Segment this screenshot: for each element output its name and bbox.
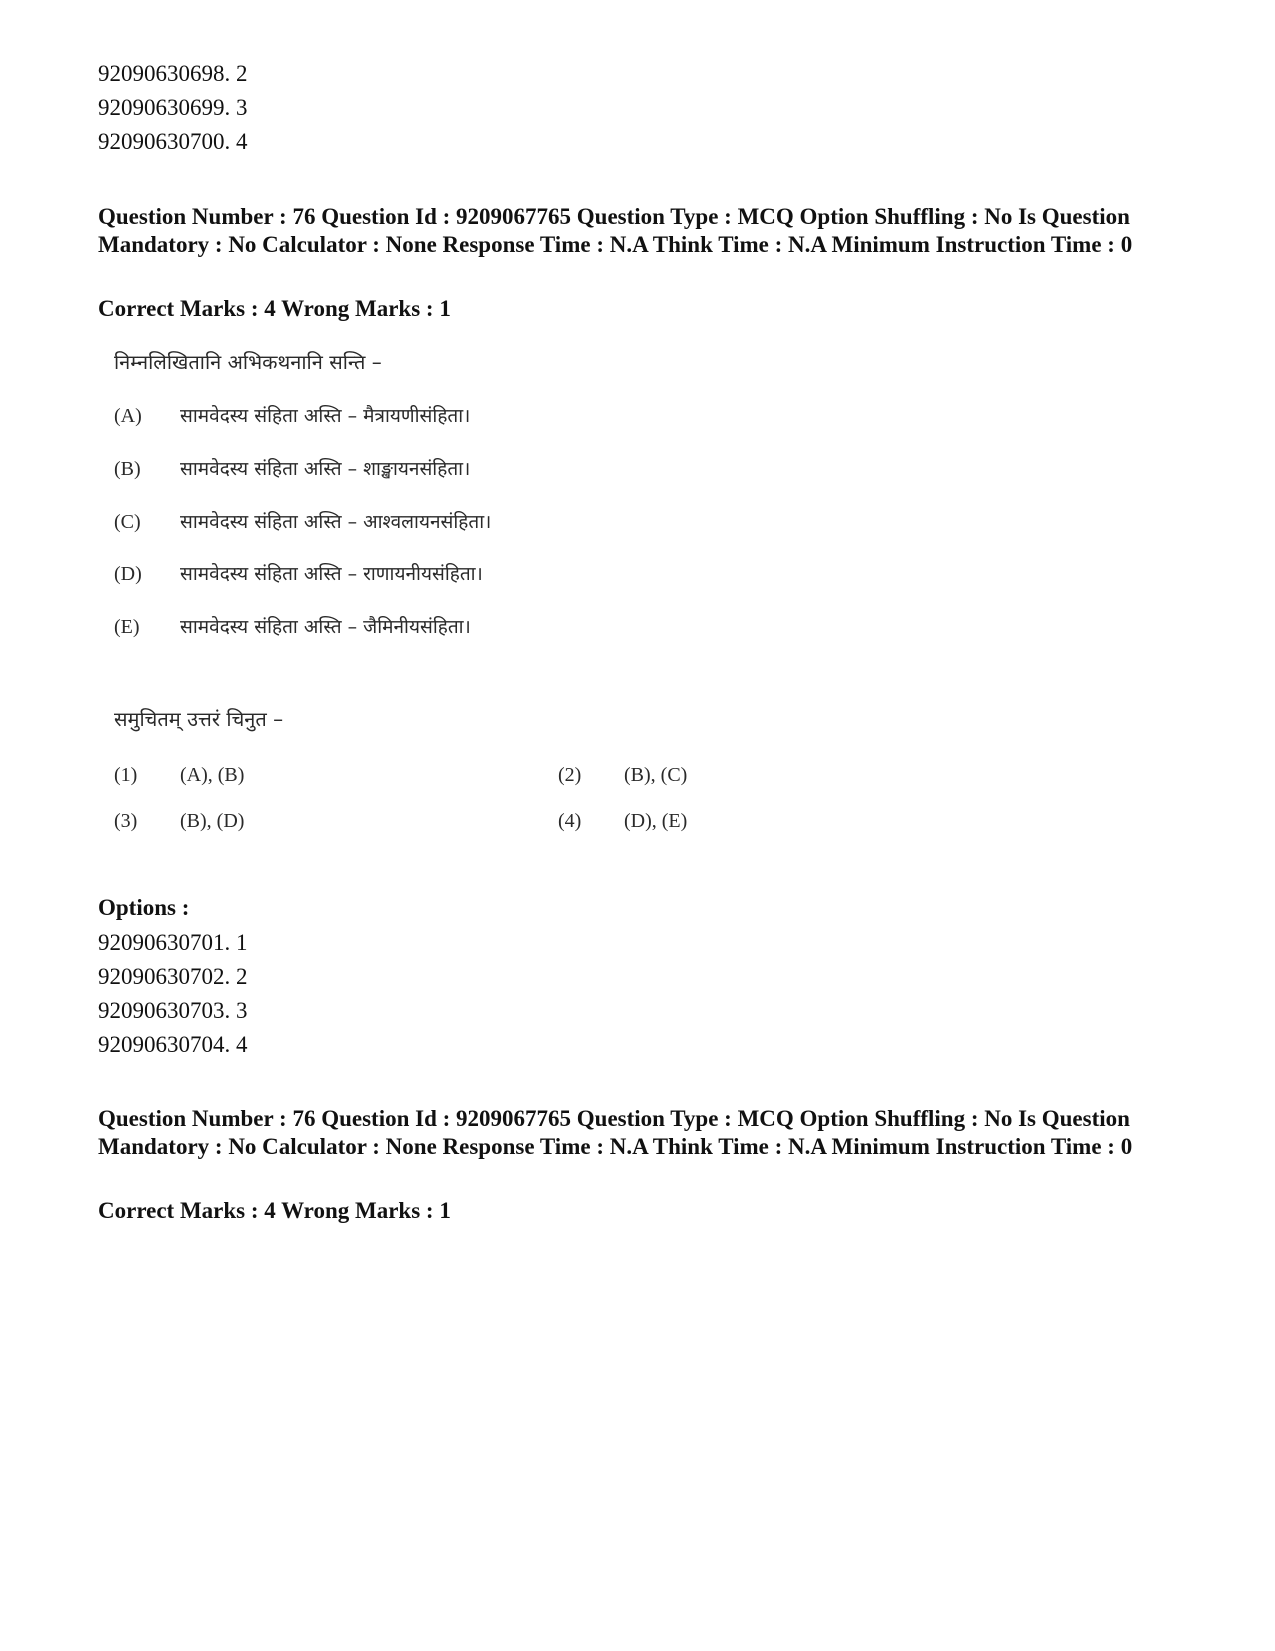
option-row: 92090630704. 4 xyxy=(98,1032,248,1057)
choice-number: (3) xyxy=(114,810,138,832)
statement-label: (C) xyxy=(114,511,141,533)
statement-e xyxy=(114,613,471,639)
statement-label: (A) xyxy=(114,405,142,427)
choice-text: (B), (D) xyxy=(180,810,245,832)
statement-label: (B) xyxy=(114,458,141,480)
choice-number: (2) xyxy=(558,764,582,786)
answer-choice-3 xyxy=(114,810,244,833)
option-row: 92090630701. 1 xyxy=(98,930,248,955)
statement-text: सामवेदस्य संहिता अस्ति – आश्वलायनसंहिता। xyxy=(180,511,492,533)
choice-text: (A), (B) xyxy=(180,764,245,786)
statement-c xyxy=(114,508,491,534)
answer-choice-2 xyxy=(558,764,687,787)
question-header: Question Number : 76 Question Id : 9209067765 Question Type : MCQ Option Shuffling : No Is Question Mandatory : No Calculator : None Response Time : N.A Think Time : N.A Minimum Instruction Time : 0 xyxy=(98,204,1133,257)
statement-b xyxy=(114,455,470,481)
options-heading: Options : xyxy=(98,895,190,920)
statement-a xyxy=(114,402,470,428)
choice-text: (B), (C) xyxy=(624,764,688,786)
answer-prompt: समुचितम् उत्तरं चिनुत – xyxy=(114,707,284,731)
option-row: 92090630698. 2 xyxy=(98,61,248,86)
option-row: 92090630703. 3 xyxy=(98,998,248,1023)
question-header: Question Number : 76 Question Id : 9209067765 Question Type : MCQ Option Shuffling : No Is Question Mandatory : No Calculator : None Response Time : N.A Think Time : N.A Minimum Instruction Time : 0 xyxy=(98,1106,1133,1159)
answer-choice-4 xyxy=(558,810,687,833)
statement-d xyxy=(114,560,483,586)
question-marks: Correct Marks : 4 Wrong Marks : 1 xyxy=(98,296,451,321)
statement-label: (E) xyxy=(114,616,140,638)
statement-text: सामवेदस्य संहिता अस्ति – जैमिनीयसंहिता। xyxy=(180,616,471,638)
statement-label: (D) xyxy=(114,563,142,585)
statement-text: सामवेदस्य संहिता अस्ति – राणायनीयसंहिता। xyxy=(180,563,483,585)
choice-text: (D), (E) xyxy=(624,810,688,832)
question-body xyxy=(98,340,738,870)
previous-options-list xyxy=(98,57,248,159)
question-intro: निम्नलिखितानि अभिकथनानि सन्ति – xyxy=(114,350,382,374)
option-row: 92090630699. 3 xyxy=(98,95,248,120)
option-row: 92090630702. 2 xyxy=(98,964,248,989)
choice-number: (1) xyxy=(114,764,138,786)
option-row: 92090630700. 4 xyxy=(98,129,248,154)
options-list xyxy=(98,926,248,1062)
question-marks: Correct Marks : 4 Wrong Marks : 1 xyxy=(98,1198,451,1223)
choice-number: (4) xyxy=(558,810,582,832)
answer-choice-1 xyxy=(114,764,244,787)
statement-text: सामवेदस्य संहिता अस्ति – शाङ्खायनसंहिता। xyxy=(180,458,471,480)
statement-text: सामवेदस्य संहिता अस्ति – मैत्रायणीसंहिता। xyxy=(180,405,471,427)
